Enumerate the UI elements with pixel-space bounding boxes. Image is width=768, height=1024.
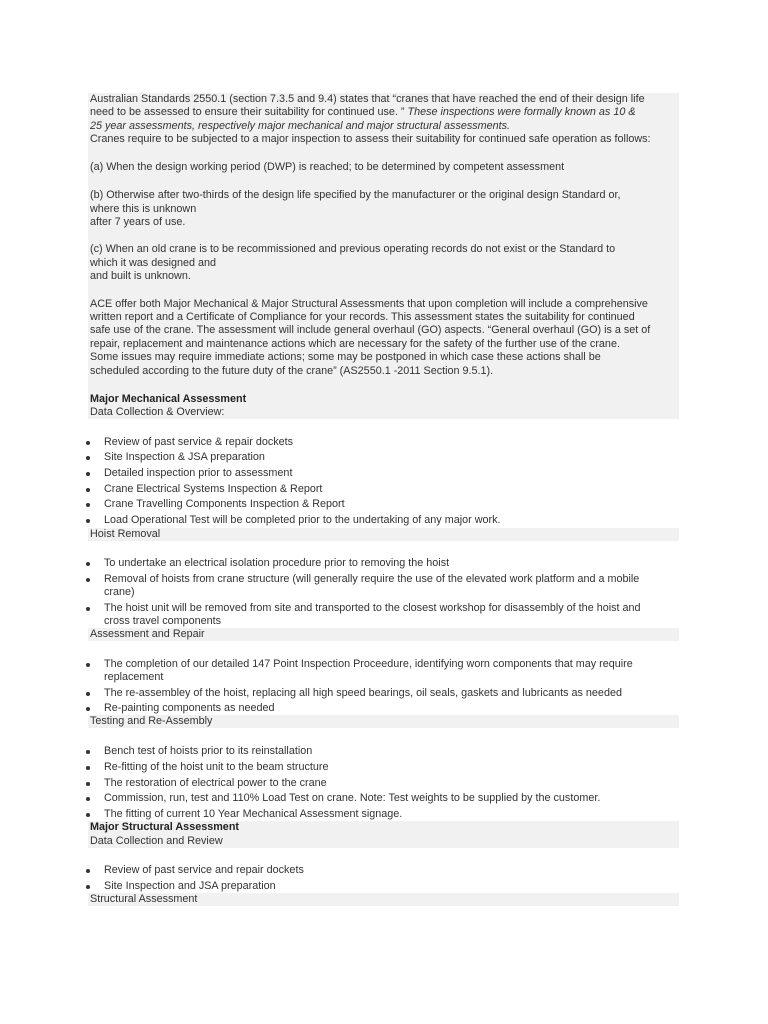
list-item: The fitting of current 10 Year Mechanical Assessment signage. (104, 808, 403, 820)
ace-paragraph-line: Some issues may require immediate actions; some may be postponed in which case these actions shall be (90, 351, 601, 363)
list-item-continued: cross travel components (104, 615, 222, 627)
section-title: Major Structural Assessment (90, 821, 240, 833)
condition-b-line: where this is unknown (90, 203, 197, 215)
bullet-dot (86, 663, 90, 667)
bullet-dot (86, 869, 90, 873)
intro-line (90, 106, 636, 119)
intro-line: Cranes require to be subjected to a major inspection to assess their suitability for continued safe operation as follows: (90, 133, 651, 145)
bullet-dot (86, 766, 90, 770)
intro-line-italic: 25 year assessments, respectively major mechanical and major structural assessments. (90, 120, 511, 132)
bullet-dot (86, 692, 90, 696)
intro-line-plain: need to be assessed to ensure their suitability for continued use. ” (90, 106, 405, 118)
bullet-dot (86, 578, 90, 582)
list-item: Re-painting components as needed (104, 702, 275, 714)
subsection-heading: Data Collection & Overview: (90, 406, 225, 418)
list-item: Re-fitting of the hoist unit to the beam structure (104, 761, 329, 773)
bullet-dot (86, 707, 90, 711)
condition-c-line: and built is unknown. (90, 270, 191, 282)
bullet-dot (86, 750, 90, 754)
bullet-dot (86, 456, 90, 460)
condition-a: (a) When the design working period (DWP) is reached; to be determined by competent assessment (90, 161, 565, 173)
list-item: To undertake an electrical isolation procedure prior to removing the hoist (104, 557, 450, 569)
list-item: Review of past service & repair dockets (104, 436, 294, 448)
subsection-heading: Testing and Re-Assembly (90, 715, 213, 727)
section-title: Major Mechanical Assessment (90, 393, 247, 405)
condition-b-line: (b) Otherwise after two-thirds of the design life specified by the manufacturer or the original design Standard or, (90, 189, 621, 201)
ace-paragraph-line: safe use of the crane. The assessment will include general overhaul (GO) aspects. “General overhaul (GO) is a set of (90, 324, 651, 336)
list-item: Load Operational Test will be completed prior to the undertaking of any major work. (104, 514, 501, 526)
subsection-heading: Data Collection and Review (90, 835, 223, 847)
ace-paragraph-line: scheduled according to the future duty of the crane” (AS2550.1 -2011 Section 9.5.1). (90, 365, 494, 377)
list-item: The re-assembley of the hoist, replacing all high speed bearings, oil seals, gaskets and lubricants as needed (104, 687, 622, 699)
list-item: The completion of our detailed 147 Point Inspection Proceedure, identifying worn components that may require (104, 658, 633, 670)
list-item: Commission, run, test and 110% Load Test on crane. Note: Test weights to be supplied by the customer. (104, 792, 601, 804)
list-item: Removal of hoists from crane structure (will generally require the use of the elevated work platform and a mobile (104, 573, 640, 585)
bullet-dot (86, 503, 90, 507)
subsection-heading: Assessment and Repair (90, 628, 205, 640)
list-item: Bench test of hoists prior to its reinstallation (104, 745, 313, 757)
bullet-dot (86, 472, 90, 476)
bullet-dot (86, 607, 90, 611)
list-item-continued: replacement (104, 671, 164, 683)
ace-paragraph-line: written report and a Certificate of Compliance for your records. This assessment states the suitability for continued (90, 311, 635, 323)
list-item: Crane Electrical Systems Inspection & Report (104, 483, 323, 495)
condition-b-line: after 7 years of use. (90, 216, 186, 228)
hoist-heading-highlight (88, 528, 679, 541)
condition-c-line: (c) When an old crane is to be recommissioned and previous operating records do not exist or the Standard to (90, 243, 616, 255)
bullet-dot (86, 797, 90, 801)
intro-line: Australian Standards 2550.1 (section 7.3.5 and 9.4) states that “cranes that have reached the end of their design life (90, 93, 645, 105)
intro-line-italic: These inspections were formally known as 10 & (407, 106, 636, 118)
condition-c-line: which it was designed and (90, 257, 217, 269)
list-item: Detailed inspection prior to assessment (104, 467, 293, 479)
bullet-dot (86, 782, 90, 786)
bullet-dot (86, 519, 90, 523)
bullet-dot (86, 441, 90, 445)
bullet-dot (86, 813, 90, 817)
subsection-heading: Hoist Removal (90, 528, 161, 540)
ace-paragraph-line: repair, replacement and maintenance actions which are necessary for the safety of the further use of the crane. (90, 338, 620, 350)
list-item: Site Inspection and JSA preparation (104, 880, 276, 892)
subsection-heading: Structural Assessment (90, 893, 198, 905)
list-item-continued: crane) (104, 586, 135, 598)
ace-paragraph-line: ACE offer both Major Mechanical & Major Structural Assessments that upon completion will include a comprehensive (90, 298, 648, 310)
list-item: Review of past service and repair dockets (104, 864, 304, 876)
bullet-dot (86, 562, 90, 566)
bullet-dot (86, 885, 90, 889)
list-item: The restoration of electrical power to the crane (104, 777, 327, 789)
list-item: Site Inspection & JSA preparation (104, 451, 265, 463)
bullet-dot (86, 488, 90, 492)
list-item: Crane Travelling Components Inspection & Report (104, 498, 345, 510)
list-item: The hoist unit will be removed from site and transported to the closest workshop for disassembly of the hoist and (104, 602, 641, 614)
